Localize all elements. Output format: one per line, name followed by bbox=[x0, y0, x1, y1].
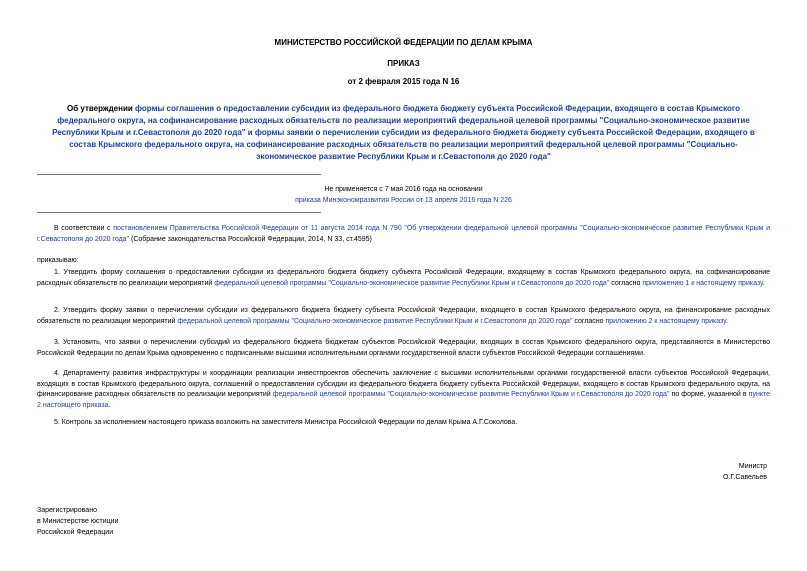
document-subject bbox=[40, 103, 767, 163]
order-word: приказываю: bbox=[37, 257, 79, 264]
preamble-link[interactable]: постановлением Правительства Российской Федерации от 11 августа 2014 года N 790 "Об утверждении федеральной целевой программы "Социально-экономическое развитие Республики Крым и г.Севастополя до 2020 года" bbox=[37, 225, 770, 243]
note-line: Не применяется с 7 мая 2016 года на основании bbox=[324, 186, 483, 193]
paragraph-3: 3. Установить, что заявки о перечислении субсидий из федерального бюджета бюджетам субъектов Российской Федерации, входящих в состав Крымского федерального округа, представляются в Министерство Российской Федерации по делам Крыма одновременно с подписанными высшими исполнительными органами государственной власти субъектов Российской Федерации соглашениями. bbox=[37, 339, 770, 357]
preamble-paragraph bbox=[37, 224, 770, 245]
paragraph-4-text: 4. Департаменту развития инфраструктуры и координации реализации инвестпроектов обеспечить заключение с высшими исполнительными органами государственной власти субъектов Российской Федерации, входящих в состав Крымского федерального округа, соглашений о предоставлении субсидии из федерального бюджета бюджету субъекта Российской Федерации, входящего в состав Крымского федерального округа, на финансирование расходных обязательств по реализации мероприятий bbox=[37, 370, 770, 398]
signature-title: Министр bbox=[738, 463, 767, 470]
paragraph-4 bbox=[37, 369, 770, 411]
paragraph-1-appendix-link[interactable]: приложению 1 к настоящему приказу bbox=[642, 279, 763, 287]
document-type-heading: ПРИКАЗ bbox=[387, 59, 420, 68]
registration-line: Российской Федерации bbox=[37, 529, 114, 536]
separator-bottom bbox=[37, 212, 321, 213]
paragraph-1-text-mid: согласно bbox=[609, 279, 643, 287]
paragraph-1 bbox=[37, 268, 770, 289]
applicability-note bbox=[0, 184, 807, 206]
note-link[interactable]: приказа Минэкономразвития России от 13 апреля 2016 года N 226 bbox=[295, 197, 512, 204]
paragraph-1-program-link[interactable]: федеральной целевой программы "Социально-экономическое развитие Республики Крым и г.Севастополя до 2020 года" bbox=[214, 279, 610, 287]
paragraph-2 bbox=[37, 306, 770, 327]
registration-line: в Министерстве юстиции bbox=[37, 518, 119, 525]
paragraph-1-text-end: . bbox=[762, 279, 765, 287]
paragraph-2-text-mid: согласно bbox=[572, 317, 606, 325]
paragraph-5: 5. Контроль за исполнением настоящего приказа возложить на заместителя Министра Российской Федерации по делам Крыма А.Г.Соколова. bbox=[54, 419, 518, 426]
preamble-text: В соответствии с bbox=[54, 225, 114, 232]
registration-block bbox=[37, 505, 118, 538]
paragraph-1-text: 1. Утвердить форму соглашения о предоставлении субсидии из федерального бюджета бюджету субъекта Российской Федерации, входящему в состав Крымского федерального округа, на софинансирование расходных обязательств по реализации мероприятий bbox=[37, 269, 770, 287]
paragraph-2-text: 2. Утвердить форму заявки о перечислении субсидии из федерального бюджета бюджету субъекта Российской Федерации, входящего в состав Крымского федерального округа, на финансирование расходных обязательств по реализации мероприятий bbox=[37, 307, 770, 325]
paragraph-4-clause-link[interactable]: пункте 2 настоящего приказа bbox=[37, 391, 770, 409]
date-number-heading: от 2 февраля 2015 года N 16 bbox=[347, 77, 460, 86]
preamble-text-end: (Собрание законодательства Российской Федерации, 2014, N 33, ст.4595) bbox=[129, 235, 372, 243]
paragraph-4-text-end: . bbox=[108, 401, 111, 409]
subject-prefix: Об утверждении bbox=[67, 104, 135, 113]
ministry-heading: МИНИСТЕРСТВО РОССИЙСКОЙ ФЕДЕРАЦИИ ПО ДЕЛАМ КРЫМА bbox=[274, 38, 533, 47]
registration-line: Зарегистрировано bbox=[37, 507, 97, 514]
paragraph-4-program-link[interactable]: федеральной целевой программы "Социально-экономическое развитие Республики Крым и г.Севастополя до 2020 года" bbox=[272, 391, 670, 398]
signature-name: О.Г.Савельев bbox=[723, 474, 767, 481]
paragraph-2-appendix-link[interactable]: приложению 2 к настоящему приказу bbox=[605, 317, 726, 325]
subject-link[interactable]: формы соглашения о предоставлении субсидии из федерального бюджета бюджету субъекта Российской Федерации, входящего в состав Крымского федерального округа, на софинансирование расходных обязательств по реализации мероприятий федеральной целевой программы "Социально-экономическое развитие Республики Крым и г.Севастополя до 2020 года" и формы заявки о перечислении субсидии из федерального бюджета бюджету субъекта Российской Федерации, входящего в состав Крымского федерального округа, на софинансирование расходных обязательств по реализации мероприятий федеральной целевой программы "Социально-экономическое развитие Республики Крым и г.Севастополя до 2020 года" bbox=[52, 104, 755, 161]
paragraph-2-program-link[interactable]: федеральной целевой программы "Социально-экономическое развитие Республики Крым и г.Севастополя до 2020 года" bbox=[177, 317, 573, 325]
paragraph-4-text-mid: по форме, указанной в bbox=[669, 391, 749, 398]
separator-top bbox=[37, 174, 321, 175]
signature-block bbox=[723, 461, 767, 483]
paragraph-2-text-end: . bbox=[725, 317, 728, 325]
